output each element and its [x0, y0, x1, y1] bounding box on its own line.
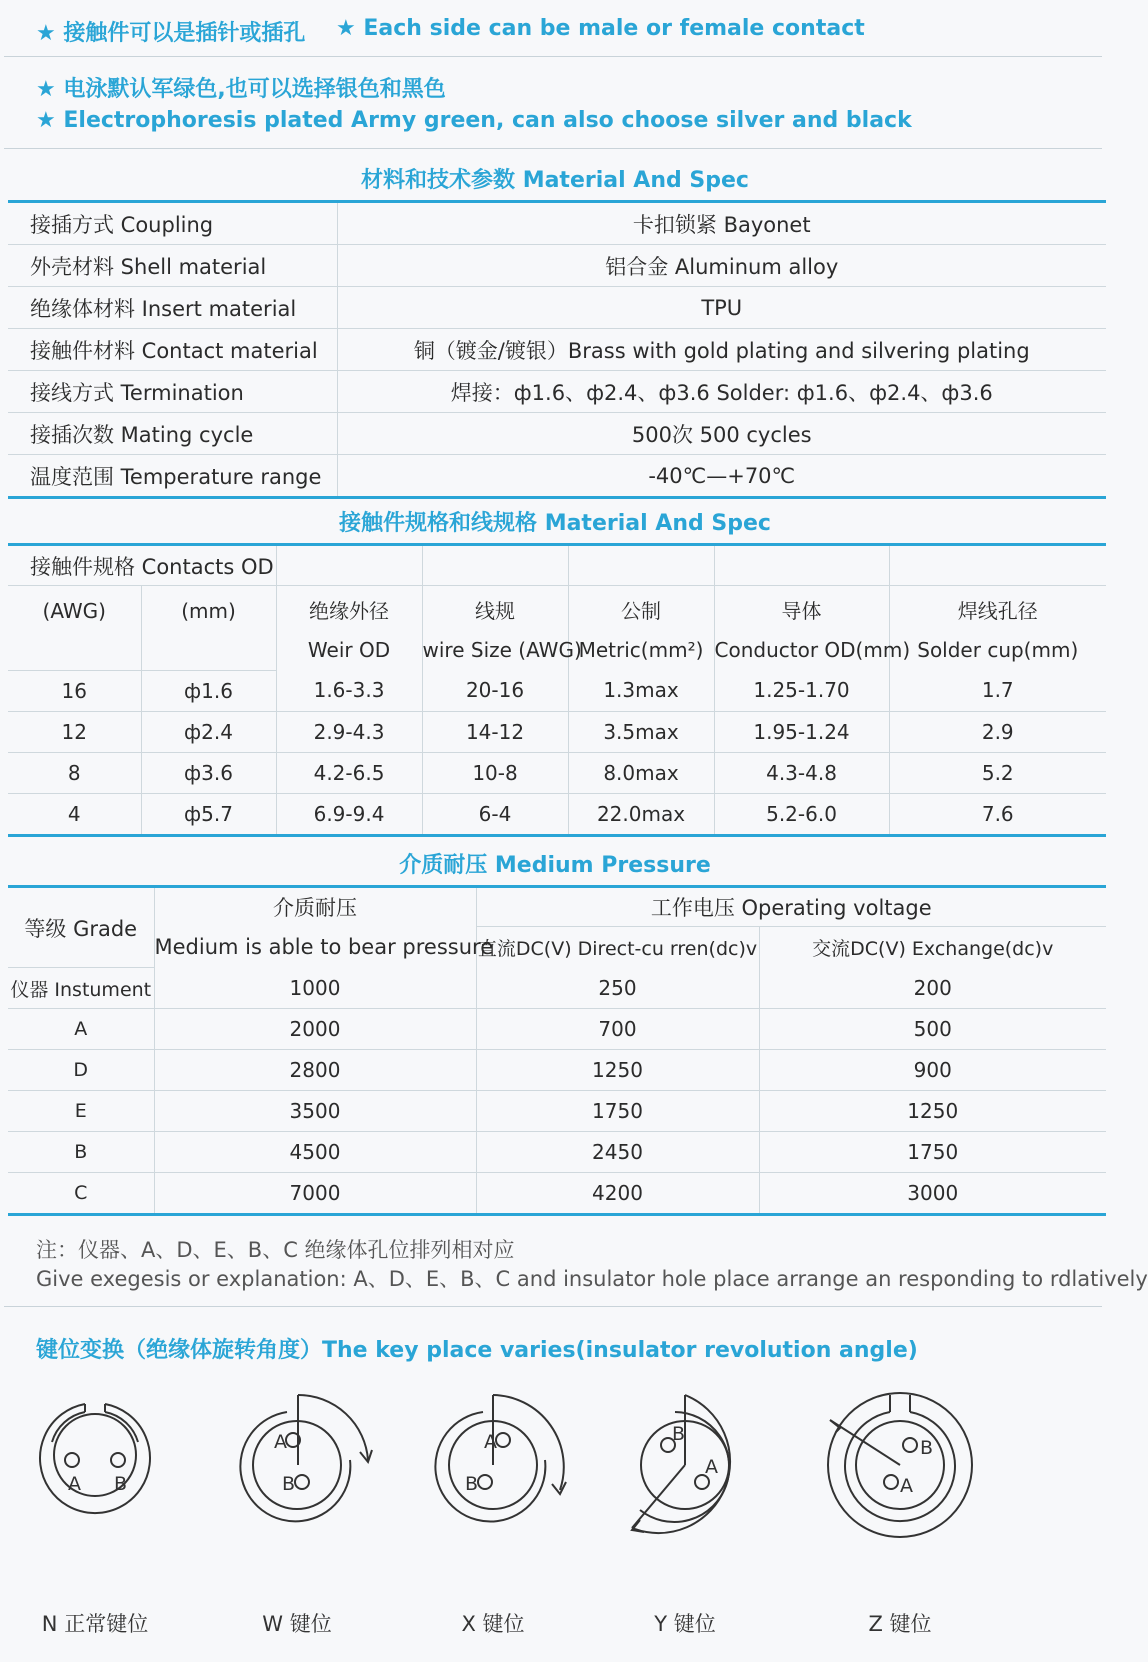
table-cell: 4200	[476, 1173, 759, 1215]
pin-label: A	[274, 1431, 287, 1453]
table-cell: 1.95-1.24	[714, 711, 889, 752]
footnote-cn: 注：仪器、A、D、E、B、C 绝缘体孔位排列相对应	[36, 1238, 515, 1262]
header-line: (mm)	[181, 599, 236, 623]
pressure-section-title: 介质耐压 Medium Pressure	[399, 853, 711, 878]
table-cell: 1.25-1.70	[714, 670, 889, 711]
key-diagram-x	[435, 1395, 566, 1522]
header-line: Conductor OD(mm)	[714, 638, 911, 662]
header-line: Metric(mm²)	[578, 638, 704, 662]
table-row	[8, 711, 1106, 752]
table-row	[8, 752, 1106, 793]
empty-cell	[714, 545, 889, 586]
key-diagram-z	[828, 1393, 972, 1537]
spec-row	[8, 455, 1106, 498]
empty-cell	[568, 545, 714, 586]
footnote-en: Give exegesis or explanation: A、D、E、B、C and insulator hole place arrange an responding to rdlatively	[36, 1267, 1148, 1291]
divider	[4, 1306, 1102, 1307]
table-cell: 5.2	[889, 752, 1106, 793]
pin-label: B	[282, 1473, 296, 1495]
table-cell: E	[8, 1091, 154, 1132]
table-cell: 1250	[759, 1091, 1106, 1132]
pressure-table	[8, 885, 1106, 1216]
spec-value: 铜（镀金/镀银）Brass with gold plating and silvering plating	[337, 329, 1106, 371]
pin-label: A	[705, 1456, 718, 1478]
spec-value: 500次 500 cycles	[337, 413, 1106, 455]
table-cell: 5.2-6.0	[714, 793, 889, 835]
spec-key: 接插次数 Mating cycle	[8, 413, 337, 455]
key-label-x: X 键位	[461, 1612, 525, 1636]
contacts-column-header	[422, 586, 582, 671]
table-cell: 500	[759, 1009, 1106, 1050]
note-plating-en: ★ Electrophoresis plated Army green, can also choose silver and black	[36, 108, 912, 133]
table-row	[8, 1173, 1106, 1215]
spec-key: 接插方式 Coupling	[8, 202, 337, 245]
pin-label: A	[900, 1475, 913, 1497]
table-cell: 1.3max	[568, 670, 714, 711]
table-row	[8, 1091, 1106, 1132]
contacts-column-header	[889, 586, 1106, 671]
table-cell: 仪器 Instument	[8, 968, 154, 1009]
table-cell: 200	[759, 968, 1106, 1009]
table-cell: 3.5max	[568, 711, 714, 752]
table-cell: 1250	[476, 1050, 759, 1091]
table-cell: 1.7	[889, 670, 1106, 711]
medium-header-cn: 介质耐压	[154, 887, 476, 927]
empty-cell	[276, 545, 422, 586]
header-line: (AWG)	[42, 599, 106, 623]
key-label-z: Z 键位	[868, 1612, 932, 1636]
table-cell: 2450	[476, 1132, 759, 1173]
table-cell: 8.0max	[568, 752, 714, 793]
table-cell: 7000	[154, 1173, 476, 1215]
contacts-group-header: 接触件规格 Contacts OD	[8, 545, 276, 586]
dc-header: 直流DC(V) Direct-cu rren(dc)v	[476, 927, 759, 968]
table-cell: 4.3-4.8	[714, 752, 889, 793]
table-cell: 1000	[154, 968, 476, 1009]
table-cell: 6.9-9.4	[276, 793, 422, 835]
table-cell: 4.2-6.5	[276, 752, 422, 793]
table-cell: D	[8, 1050, 154, 1091]
contacts-column-header	[141, 586, 276, 671]
spec-row	[8, 202, 1106, 245]
pin-label: B	[114, 1473, 128, 1495]
table-cell: 3000	[759, 1173, 1106, 1215]
spec-value: -40℃—+70℃	[648, 463, 796, 488]
table-cell: 1.6-3.3	[276, 670, 422, 711]
table-cell: 2800	[154, 1050, 476, 1091]
contacts-column-header	[714, 586, 911, 671]
contacts-column-header	[276, 586, 422, 671]
contacts-table	[8, 543, 1106, 837]
table-cell: 1750	[759, 1132, 1106, 1173]
table-cell: 2.9-4.3	[276, 711, 422, 752]
key-diagram-n	[40, 1404, 150, 1513]
header-line: 焊线孔径	[957, 599, 1038, 623]
table-cell: 10-8	[422, 752, 568, 793]
table-cell: 16	[8, 670, 141, 711]
divider	[4, 56, 1102, 57]
note-male-female-cn: ★ 接触件可以是插针或插孔	[36, 21, 306, 46]
note-male-female-en: ★ Each side can be male or female contact	[336, 16, 865, 41]
table-cell: 8	[8, 752, 141, 793]
table-row	[8, 968, 1106, 1009]
empty-cell	[422, 545, 568, 586]
spec-row	[8, 287, 1106, 329]
spec-key: 接触件材料 Contact material	[8, 329, 337, 371]
header-line: 绝缘外径	[309, 599, 390, 623]
contacts-column-header	[8, 586, 141, 671]
key-diagram-w	[240, 1395, 372, 1521]
pin-label: B	[465, 1473, 479, 1495]
table-cell: ф2.4	[141, 711, 276, 752]
pin-label: A	[68, 1473, 81, 1495]
table-cell: C	[8, 1173, 154, 1215]
spec-value: 卡扣锁紧 Bayonet	[337, 202, 1106, 245]
spec-row	[8, 413, 1106, 455]
spec-row	[8, 245, 1106, 287]
spec-section-title: 材料和技术参数 Material And Spec	[361, 168, 749, 193]
divider	[4, 148, 1102, 149]
operating-voltage-header: 工作电压 Operating voltage	[476, 887, 1106, 927]
header-line: Weir OD	[307, 638, 391, 662]
table-cell: 700	[476, 1009, 759, 1050]
table-cell: 900	[759, 1050, 1106, 1091]
table-cell: 2000	[154, 1009, 476, 1050]
note-plating-cn: ★ 电泳默认军绿色,也可以选择银色和黑色	[36, 77, 446, 102]
header-line: 导体	[781, 599, 822, 623]
table-cell: 2.9	[889, 711, 1106, 752]
key-section-title: 键位变换（绝缘体旋转角度）The key place varies(insulator revolution angle)	[36, 1338, 918, 1363]
spec-key: 温度范围 Temperature range	[8, 455, 337, 498]
table-row	[8, 1050, 1106, 1091]
table-row	[8, 1132, 1106, 1173]
spec-value: TPU	[337, 287, 1106, 329]
spec-value: 铝合金 Aluminum alloy	[337, 245, 1106, 287]
grade-header: 等级 Grade	[8, 887, 154, 968]
spec-table	[8, 200, 1106, 499]
key-label-n: N 正常键位	[41, 1612, 149, 1636]
table-cell: 4	[8, 793, 141, 835]
spec-key: 外壳材料 Shell material	[8, 245, 337, 287]
contacts-section-title: 接触件规格和线规格 Material And Spec	[339, 511, 771, 536]
key-label-y: Y 键位	[654, 1612, 716, 1636]
header-line: Solder cup(mm)	[917, 638, 1079, 662]
table-cell: 12	[8, 711, 141, 752]
spec-key: 接线方式 Termination	[8, 371, 337, 413]
pin-label: A	[484, 1431, 497, 1453]
table-row	[8, 793, 1106, 835]
table-row	[8, 1009, 1106, 1050]
medium-header-en: Medium is able to bear pressure	[154, 927, 476, 968]
header-line: 线规	[475, 599, 516, 623]
spec-key: 绝缘体材料 Insert material	[8, 287, 337, 329]
pin-label: B	[672, 1423, 686, 1445]
spec-row	[8, 371, 1106, 413]
table-cell: B	[8, 1132, 154, 1173]
table-cell: 3500	[154, 1091, 476, 1132]
contacts-column-header	[568, 586, 714, 671]
table-cell: ф1.6	[141, 670, 276, 711]
pin-label: B	[920, 1437, 934, 1459]
spec-value: 焊接：ф1.6、ф2.4、ф3.6 Solder: ф1.6、ф2.4、ф3.6	[337, 371, 1106, 413]
table-cell: 14-12	[422, 711, 568, 752]
spec-row	[8, 329, 1106, 371]
table-cell: ф3.6	[141, 752, 276, 793]
table-cell: 4500	[154, 1132, 476, 1173]
table-cell: A	[8, 1009, 154, 1050]
table-cell: 22.0max	[568, 793, 714, 835]
key-label-w: W 键位	[262, 1612, 332, 1636]
header-line: wire Size (AWG)	[422, 638, 582, 662]
table-cell: 7.6	[889, 793, 1106, 835]
table-cell: 250	[476, 968, 759, 1009]
header-line: 公制	[621, 599, 662, 623]
table-cell: 6-4	[422, 793, 568, 835]
key-diagrams	[0, 1390, 1126, 1605]
table-cell: 1750	[476, 1091, 759, 1132]
table-cell: ф5.7	[141, 793, 276, 835]
table-cell: 20-16	[422, 670, 568, 711]
table-row	[8, 670, 1106, 711]
ac-header: 交流DC(V) Exchange(dc)v	[759, 927, 1106, 968]
empty-cell	[889, 545, 1106, 586]
